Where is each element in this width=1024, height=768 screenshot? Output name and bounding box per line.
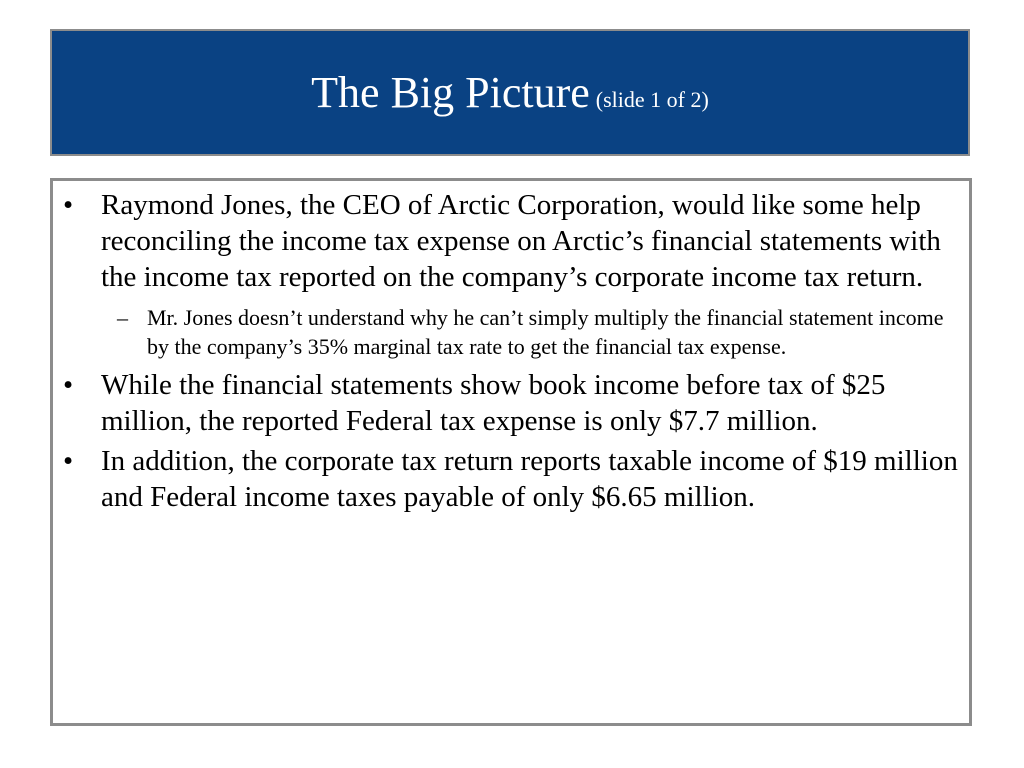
bullet-marker: •: [63, 369, 74, 401]
bullet-item-3: [53, 443, 969, 515]
title-bar: [50, 29, 970, 156]
slide-subtitle: (slide 1 of 2): [595, 86, 709, 112]
sub-bullet-marker: –: [117, 305, 128, 330]
title-text: The Big Picture: [311, 67, 590, 117]
bullet-item-1: [53, 187, 969, 361]
content-box: [50, 178, 972, 726]
sub-bullet-list: [101, 303, 965, 361]
bullet-item-2: [53, 367, 969, 439]
sub-bullet-text: Mr. Jones doesn’t understand why he can’t simply multiply the financial statement income by the company’s 35% marginal tax rate to get the financial tax expense.: [147, 305, 944, 359]
bullet-marker: •: [63, 189, 74, 221]
bullet-text: Raymond Jones, the CEO of Arctic Corporation, would like some help reconciling the income tax expense on Arctic’s financial statements with the income tax reported on the company’s corporate income tax return.: [101, 189, 941, 293]
bullet-list: [53, 181, 969, 515]
sub-bullet-item-1: [101, 303, 965, 361]
bullet-text: In addition, the corporate tax return reports taxable income of $19 million and Federal income taxes payable of only $6.65 million.: [101, 445, 958, 513]
bullet-marker: •: [63, 445, 74, 477]
bullet-text: While the financial statements show book income before tax of $25 million, the reported Federal tax expense is only $7.7 million.: [101, 369, 886, 437]
slide-title: [311, 67, 709, 117]
